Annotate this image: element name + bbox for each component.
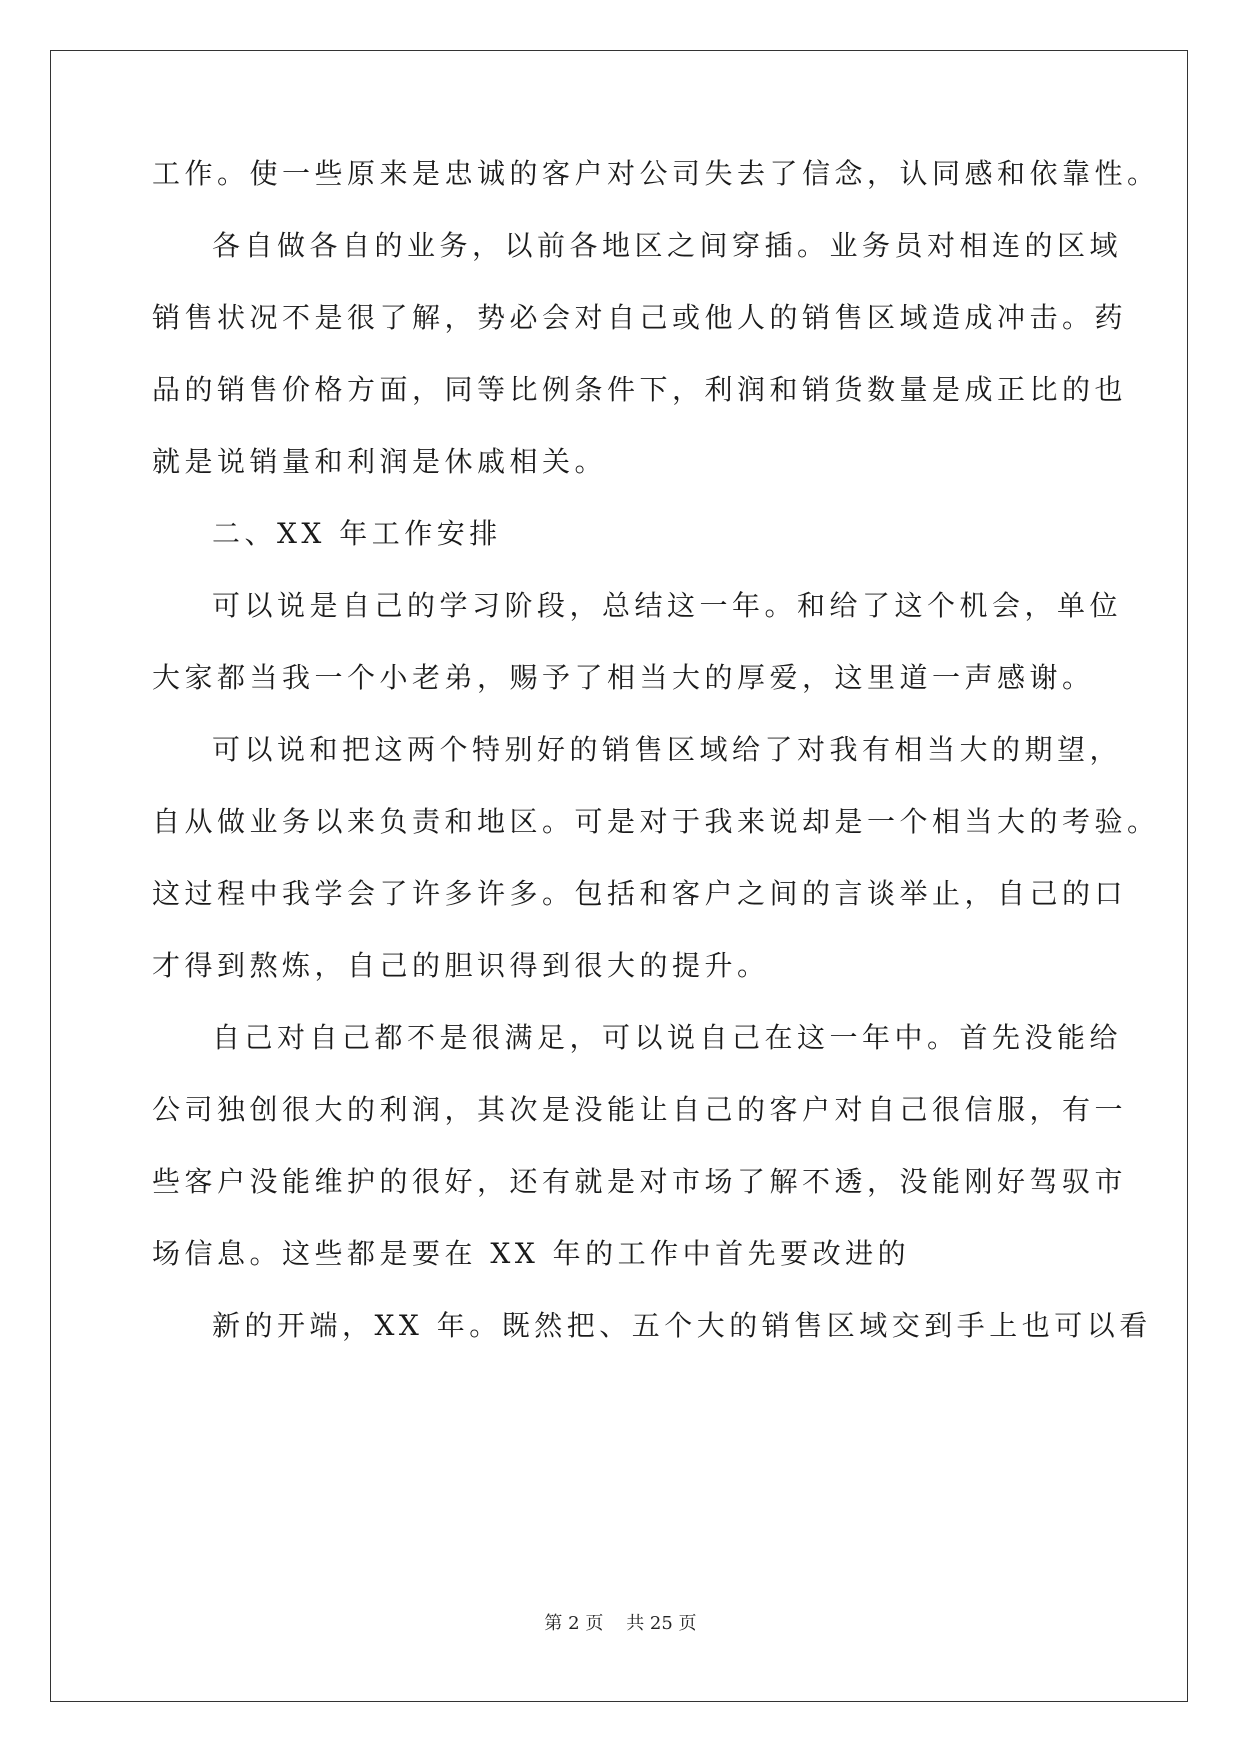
- text-line: 这过程中我学会了许多许多。包括和客户之间的言谈举止，自己的口: [152, 877, 1128, 910]
- text-line: 大家都当我一个小老弟，赐予了相当大的厚爱，这里道一声感谢。: [152, 661, 1095, 694]
- page-footer: [0, 1612, 1241, 1636]
- text-line: 自己对自己都不是很满足，可以说自己在这一年中。首先没能给: [212, 1021, 1123, 1054]
- text-line: 工作。使一些原来是忠诚的客户对公司失去了信念，认同感和依靠性。: [152, 157, 1160, 190]
- text-line: 就是说销量和利润是休戚相关。: [152, 445, 608, 478]
- text-line: 些客户没能维护的很好，还有就是对市场了解不透，没能刚好驾驭市: [152, 1165, 1128, 1198]
- text-line: 新的开端，XX 年。既然把、五个大的销售区域交到手上也可以看: [212, 1309, 1152, 1342]
- page-number: 第 2 页 共 25 页: [544, 1613, 697, 1634]
- text-line: 才得到熬炼，自己的胆识得到很大的提升。: [152, 949, 770, 982]
- text-line: 销售状况不是很了解，势必会对自己或他人的销售区域造成冲击。药: [152, 301, 1128, 334]
- text-line: 各自做各自的业务，以前各地区之间穿插。业务员对相连的区域: [212, 229, 1123, 262]
- text-line: 自从做业务以来负责和地区。可是对于我来说却是一个相当大的考验。: [152, 805, 1160, 838]
- text-line: 场信息。这些都是要在 XX 年的工作中首先要改进的: [152, 1237, 911, 1270]
- text-line: 公司独创很大的利润，其次是没能让自己的客户对自己很信服，有一: [152, 1093, 1128, 1126]
- text-line: 可以说和把这两个特别好的销售区域给了对我有相当大的期望，: [212, 733, 1123, 766]
- text-line: 可以说是自己的学习阶段，总结这一年。和给了这个机会，单位: [212, 589, 1123, 622]
- text-line: 品的销售价格方面，同等比例条件下，利润和销货数量是成正比的也: [152, 373, 1128, 406]
- section-heading: 二、XX 年工作安排: [212, 517, 502, 550]
